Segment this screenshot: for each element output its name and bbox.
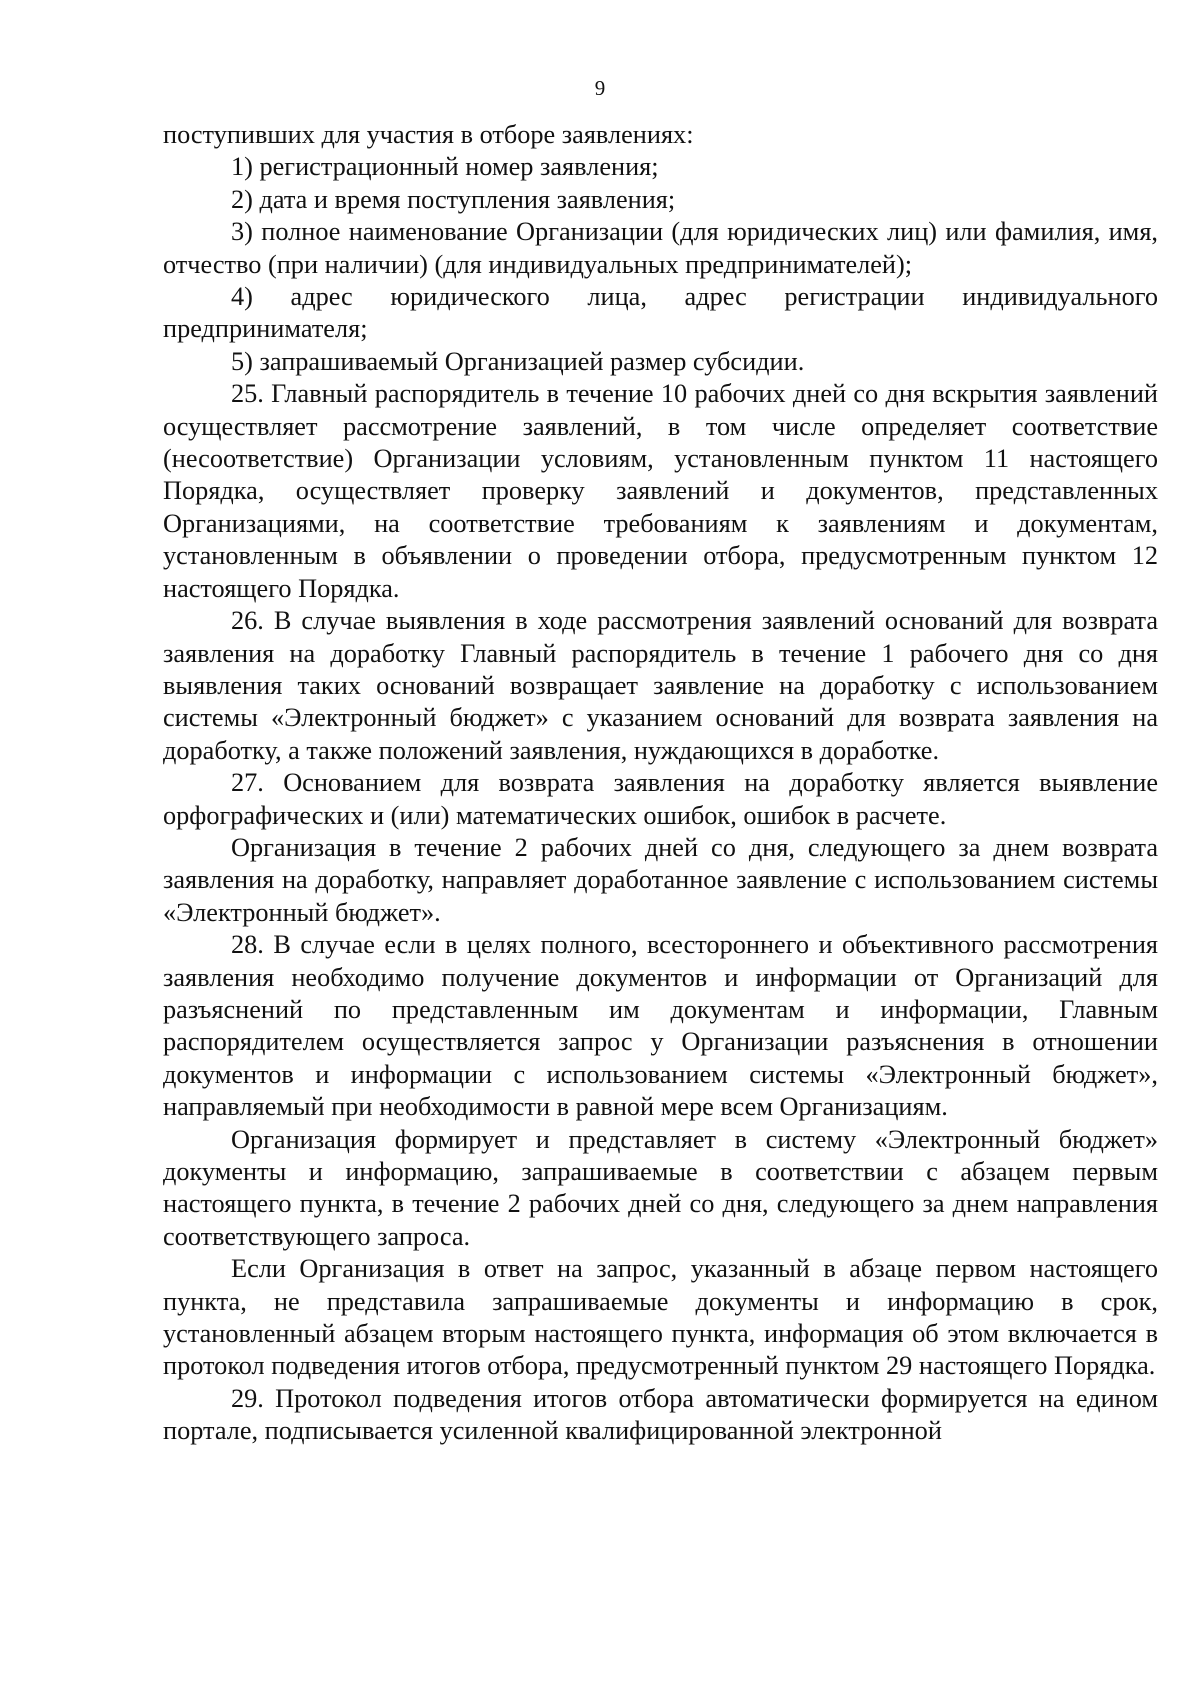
list-item-registration-number: 1) регистрационный номер заявления; bbox=[231, 152, 659, 182]
document-body bbox=[163, 119, 1158, 1448]
paragraph-27-continued: Организация в течение 2 рабочих дней со дня, следующего за днем возврата заявления на доработку, направляет доработанное заявление с использованием системы «Электронный бюджет». bbox=[163, 832, 1158, 927]
list-item-subsidy-amount: 5) запрашиваемый Организацией размер субсидии. bbox=[231, 346, 805, 376]
paragraph-continuation: поступивших для участия в отборе заявлениях: bbox=[163, 120, 694, 149]
paragraph-26: 26. В случае выявления в ходе рассмотрения заявлений оснований для возврата заявления на доработку Главный распорядитель в течение 1 рабочего дня со дня выявления таких оснований возвращает заявление на доработку с использованием системы «Электронный бюджет» с указанием оснований для возврата заявления на доработку, а также положений заявления, нуждающихся в доработке. bbox=[163, 606, 1158, 765]
list-item-date-time: 2) дата и время поступления заявления; bbox=[231, 184, 676, 214]
paragraph-28-third: Если Организация в ответ на запрос, указанный в абзаце первом настоящего пункта, не представила запрашиваемые документы и информацию в срок, установленный абзацем вторым настоящего пункта, информация об этом включается в протокол подведения итогов отбора, предусмотренный пунктом 29 настоящего Порядка. bbox=[163, 1254, 1158, 1381]
paragraph-29: 29. Протокол подведения итогов отбора автоматически формируется на едином портале, подписывается усиленной квалифицированной электронной bbox=[163, 1383, 1158, 1446]
paragraph-28: 28. В случае если в целях полного, всестороннего и объективного рассмотрения заявления необходимо получение документов и информации от Организаций для разъяснений по представленным им документам и информации, Главным распорядителем осуществляется запрос у Организации разъяснения в отношении документов и информации с использованием системы «Электронный бюджет», направляемый при необходимости в равной мере всем Организациям. bbox=[163, 930, 1158, 1122]
page-number: 9 bbox=[594, 76, 606, 100]
list-item-address: 4) адрес юридического лица, адрес регистрации индивидуального предпринимателя; bbox=[163, 282, 1158, 344]
paragraph-28-second: Организация формирует и представляет в систему «Электронный бюджет» документы и информацию, запрашиваемые в соответствии с абзацем первым настоящего пункта, в течение 2 рабочих дней со дня, следующего за днем направления соответствующего запроса. bbox=[163, 1124, 1158, 1251]
list-item-organization-name: 3) полное наименование Организации (для юридических лиц) или фамилия, имя, отчество (при наличии) (для индивидуальных предпринимателей); bbox=[163, 217, 1158, 279]
paragraph-27: 27. Основанием для возврата заявления на доработку является выявление орфографических и (или) математических ошибок, ошибок в расчете. bbox=[163, 768, 1158, 830]
paragraph-25: 25. Главный распорядитель в течение 10 рабочих дней со дня вскрытия заявлений осуществляет рассмотрение заявлений, в том числе определяет соответствие (несоответствие) Организации условиям, установленным пунктом 11 настоящего Порядка, осуществляет проверку заявлений и документов, представленных Организациями, на соответствие требованиям к заявлениям и документам, установленным в объявлении о проведении отбора, предусмотренным пунктом 12 настоящего Порядка. bbox=[163, 379, 1158, 603]
